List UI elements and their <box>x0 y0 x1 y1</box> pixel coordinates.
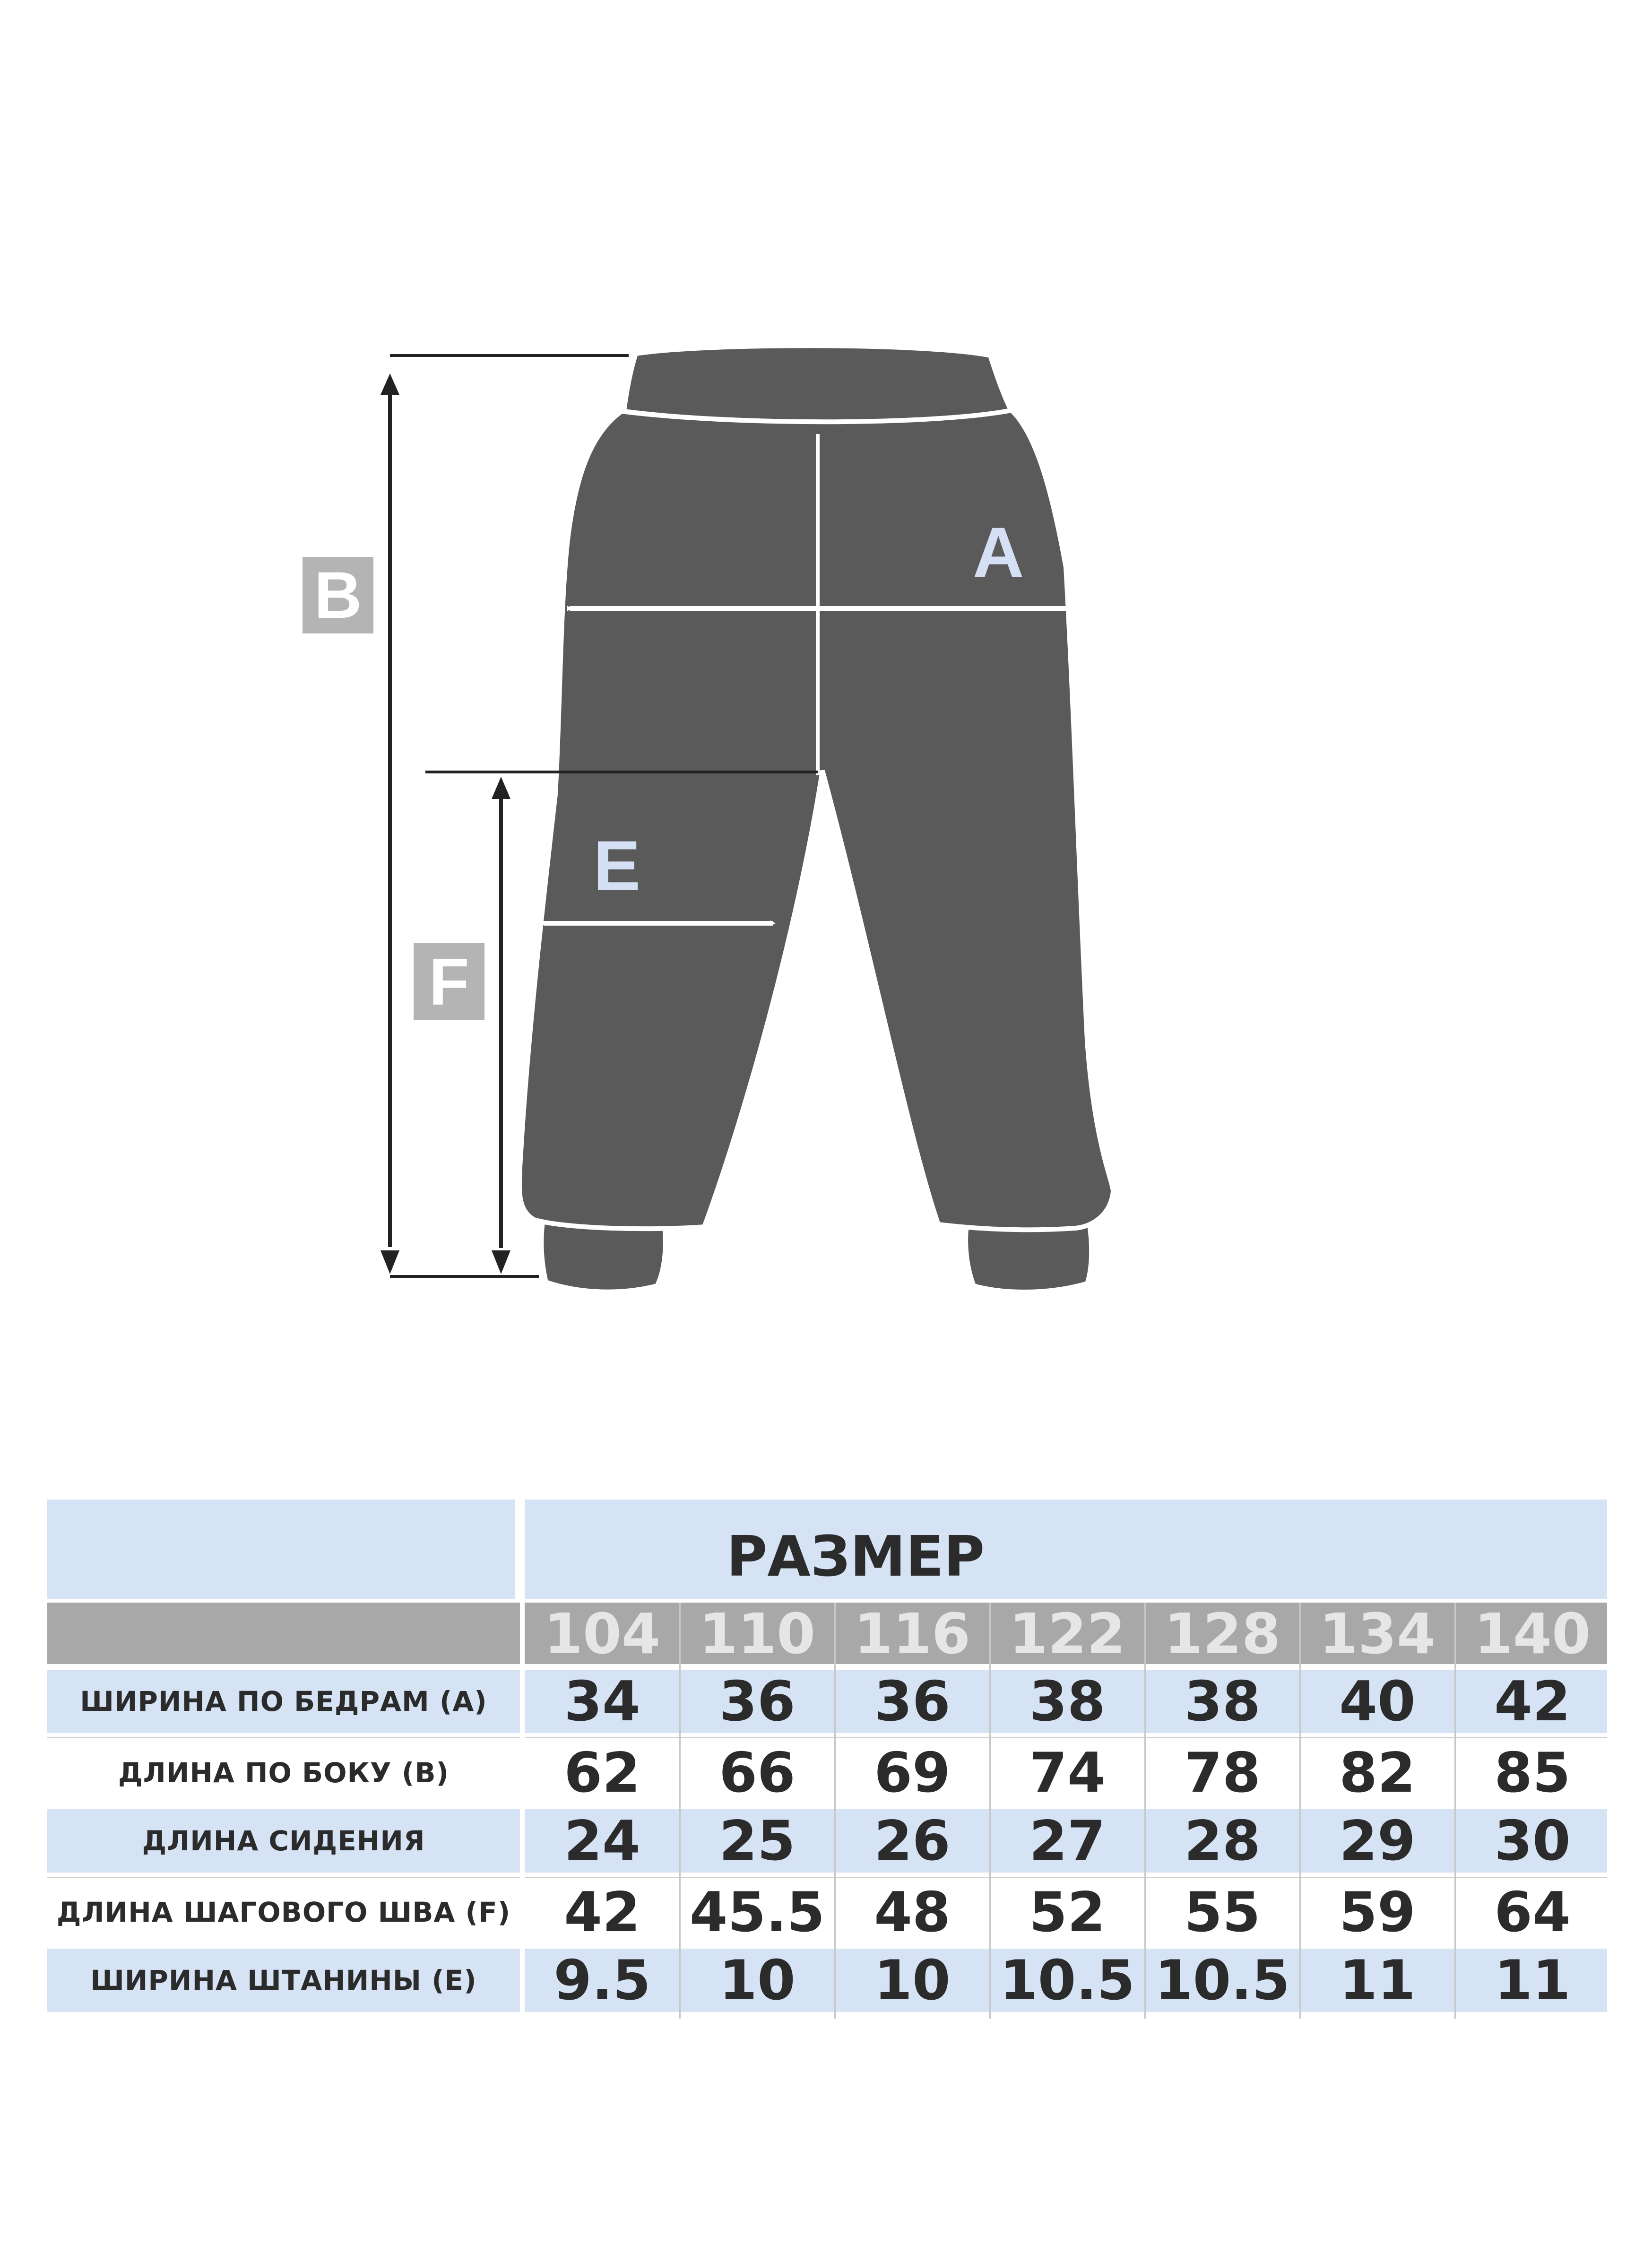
header-left-block <box>47 1500 515 1599</box>
size-table <box>47 1495 1607 2023</box>
label-f-tag: F <box>414 943 484 1020</box>
table-cell: 55 <box>1184 1880 1261 1944</box>
table-cell: 10.5 <box>1154 1948 1290 2012</box>
size-134: 134 <box>1319 1601 1436 1666</box>
label-b-tag: B <box>303 557 373 633</box>
row-label-inseam-length: ДЛИНА ШАГОВОГО ШВА (F) <box>56 1896 511 1928</box>
table-cell: 52 <box>1029 1880 1106 1944</box>
table-cell: 28 <box>1184 1809 1261 1873</box>
table-cell: 62 <box>564 1741 640 1805</box>
row-separator <box>47 1737 1607 1738</box>
table-cell: 11 <box>1494 1948 1571 2012</box>
label-e: E <box>593 826 641 905</box>
column-divider <box>520 1500 525 2020</box>
size-band-left <box>47 1603 520 1664</box>
table-cell: 24 <box>564 1809 640 1873</box>
table-cell: 27 <box>1029 1809 1106 1873</box>
table-cell: 40 <box>1339 1669 1416 1734</box>
size-110: 110 <box>699 1601 816 1666</box>
table-cell: 38 <box>1184 1669 1261 1734</box>
waistband-shape <box>624 346 1012 422</box>
table-cell: 36 <box>874 1669 951 1734</box>
table-cell: 69 <box>874 1741 951 1805</box>
table-cell: 30 <box>1494 1809 1571 1873</box>
table-title: РАЗМЕР <box>726 1524 985 1589</box>
inseam-length-arrow <box>492 777 510 1274</box>
table-cell: 42 <box>564 1880 640 1944</box>
table-cell: 9.5 <box>554 1948 651 2012</box>
label-a: A <box>973 512 1024 592</box>
table-cell: 66 <box>719 1741 796 1805</box>
left-cuff-shape <box>541 1222 665 1292</box>
table-cell: 48 <box>874 1880 951 1944</box>
row-label-leg-width: ШИРИНА ШТАНИНЫ (Е) <box>90 1964 477 1996</box>
table-cell: 74 <box>1029 1741 1106 1805</box>
right-cuff-shape <box>966 1224 1091 1292</box>
size-128: 128 <box>1164 1601 1281 1666</box>
table-cell: 10.5 <box>999 1948 1135 2012</box>
size-122: 122 <box>1009 1601 1126 1666</box>
table-cell: 42 <box>1494 1669 1571 1734</box>
table-cell: 78 <box>1184 1741 1261 1805</box>
row-label-crotch-length: ДЛИНА СИДЕНИЯ <box>142 1825 425 1857</box>
row-label-hip-width: ШИРИНА ПО БЕДРАМ (А) <box>80 1685 487 1717</box>
row-separator <box>47 1877 1607 1878</box>
table-cell: 36 <box>719 1669 796 1734</box>
table-cell: 10 <box>874 1948 951 2012</box>
table-cell: 10 <box>719 1948 796 2012</box>
table-cell: 38 <box>1029 1669 1106 1734</box>
table-cell: 59 <box>1339 1880 1416 1944</box>
row-label-side-length: ДЛИНА ПО БОКУ (В) <box>118 1757 450 1789</box>
table-cell: 85 <box>1494 1741 1571 1805</box>
table-cell: 45.5 <box>689 1880 825 1944</box>
size-140: 140 <box>1474 1601 1591 1666</box>
table-cell: 64 <box>1494 1880 1571 1944</box>
table-cell: 26 <box>874 1809 951 1873</box>
side-length-arrow <box>381 373 399 1274</box>
table-cell: 34 <box>564 1669 640 1734</box>
table-cell: 25 <box>719 1809 796 1873</box>
size-116: 116 <box>854 1601 971 1666</box>
table-cell: 82 <box>1339 1741 1416 1805</box>
size-104: 104 <box>544 1601 661 1666</box>
table-cell: 11 <box>1339 1948 1416 2012</box>
table-cell: 29 <box>1339 1809 1416 1873</box>
